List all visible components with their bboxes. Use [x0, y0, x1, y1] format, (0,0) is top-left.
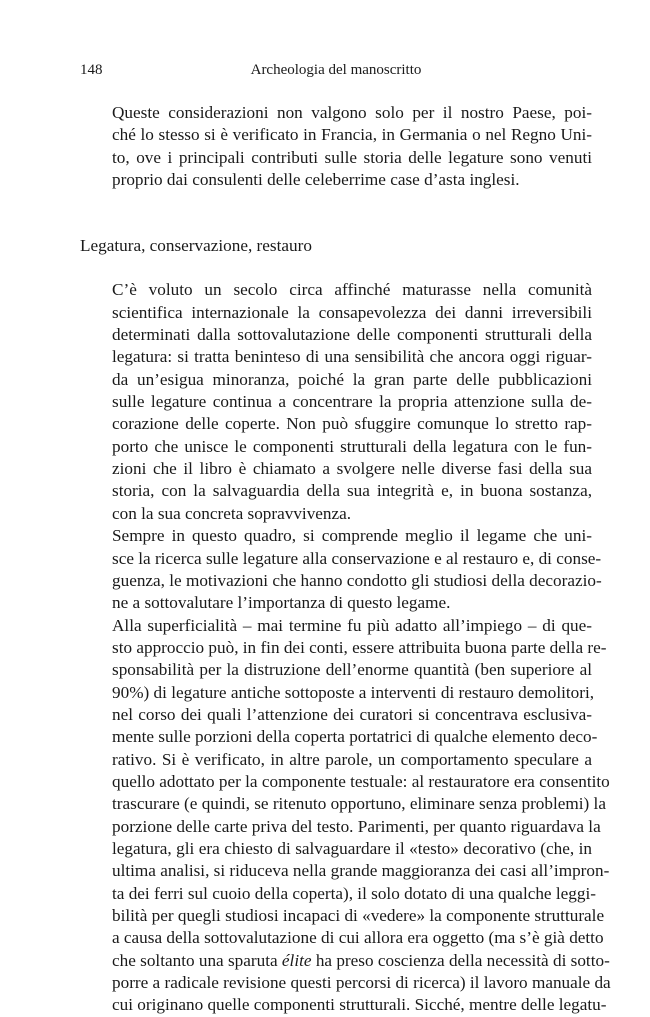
text-line: da un’esigua minoranza, poiché la gran parte delle pubblicazioni	[112, 369, 592, 389]
text-run: che soltanto una sparuta	[112, 950, 282, 970]
text-line: 90%) di legature antiche sottoposte a interventi di restauro demolitori,	[112, 682, 595, 702]
running-head	[80, 62, 592, 86]
text-line: cui originano quelle componenti strutturali. Sicché, mentre delle legatu-	[112, 995, 607, 1015]
paragraph-binding-history	[80, 279, 592, 525]
text-line: determinati dalla sottovalutazione delle componenti strutturali della	[112, 325, 592, 345]
text-line: porto che unisce le componenti strutturali della legatura con le fun-	[112, 436, 592, 456]
italic-term: élite	[281, 950, 312, 970]
running-title: Archeologia del manoscritto	[250, 62, 422, 78]
text-line: zioni che il libro è chiamato a svolgere nelle diverse fasi della sua	[112, 459, 592, 479]
text-line: Queste considerazioni non valgono solo per il nostro Paese, poi-	[112, 103, 592, 122]
text-line: porzione delle carte priva del testo. Parimenti, per quanto riguardava la	[112, 816, 601, 836]
text-line: bilità per quegli studiosi incapaci di «vedere» la componente strutturale	[112, 906, 605, 925]
text-line: mente sulle porzioni della coperta portatrici di qualche elemento deco-	[112, 727, 598, 747]
text-line: corazione delle coperte. Non può sfuggire comunque lo stretto rap-	[112, 414, 592, 434]
text-line: storia, con la salvaguardia della sua integrità e, in buona sostanza,	[112, 481, 592, 501]
text-line: legatura, gli era chiesto di salvaguardare il «testo» decorativo (che, in	[112, 838, 592, 858]
text-line: con la sua concreta sopravvivenza.	[112, 503, 352, 523]
paragraph-intro	[80, 102, 592, 191]
text-line: C’è voluto un secolo circa affinché maturasse nella comunità	[112, 280, 592, 300]
text-line: ché lo stesso si è verificato in Francia, in Germania o nel Regno Uni-	[112, 125, 592, 145]
text-line: a causa della sottovalutazione di cui allora era oggetto (ma s’è già detto	[112, 928, 604, 948]
text-line: ne a sottovalutare l’importanza di questo legame.	[112, 593, 451, 613]
text-line: scientifica internazionale la consapevolezza dei danni irreversibili	[112, 302, 592, 322]
text-line: to, ove i principali contributi sulle storia delle legature sono venuti	[112, 147, 592, 167]
text-line: sponsabilità per la distruzione dell’enorme quantità (ben superiore al	[112, 660, 592, 680]
section-heading: Legatura, conservazione, restauro	[80, 236, 312, 256]
text-line: sce la ricerca sulle legature alla conservazione e al restauro e, di conse-	[112, 548, 602, 568]
text-line: trascurare (e quindi, se ritenuto opportuno, eliminare senza problemi) la	[112, 794, 606, 814]
text-run: ha preso coscienza della necessità di sotto-	[311, 950, 610, 970]
paragraph-conservation	[80, 525, 602, 614]
text-line: rativo. Si è verificato, in altre parole, un comportamento speculare a	[112, 749, 592, 769]
text-line: guenza, le motivazioni che hanno condotto gli studiosi della decorazio-	[112, 570, 602, 590]
text-line: legatura: si tratta beninteso di una sensibilità che ancora oggi riguar-	[112, 347, 592, 367]
text-line: Alla superficialità – mai termine fu più adatto all’impiego – di que-	[112, 615, 592, 635]
text-line: sto approccio può, in fin dei conti, essere attribuita buona parte della re-	[112, 637, 607, 657]
paragraph-superficiality	[80, 615, 611, 1017]
text-line: ultima analisi, si riduceva nella grande maggioranza dei casi all’impron-	[112, 861, 610, 881]
text-line: proprio dai consulenti delle celeberrime case d’asta inglesi.	[112, 170, 520, 190]
text-line: nel corso dei quali l’attenzione dei curatori si concentrava esclusiva-	[112, 704, 592, 724]
text-line: porre a radicale revisione questi percorsi di ricerca) il lavoro manuale da	[112, 973, 611, 993]
page-number: 148	[80, 62, 103, 78]
text-line-with-italic	[80, 950, 610, 972]
book-page	[80, 62, 611, 1017]
text-line: ta dei ferri sul cuoio della coperta), il solo dotato di una qualche leggi-	[112, 883, 596, 903]
text-line: quello adottato per la componente testuale: al restauratore era consentito	[112, 771, 610, 791]
text-line: Sempre in questo quadro, si comprende meglio il legame che uni-	[112, 526, 592, 546]
text-line: sulle legature continua a concentrare la propria attenzione sulla de-	[112, 392, 592, 412]
